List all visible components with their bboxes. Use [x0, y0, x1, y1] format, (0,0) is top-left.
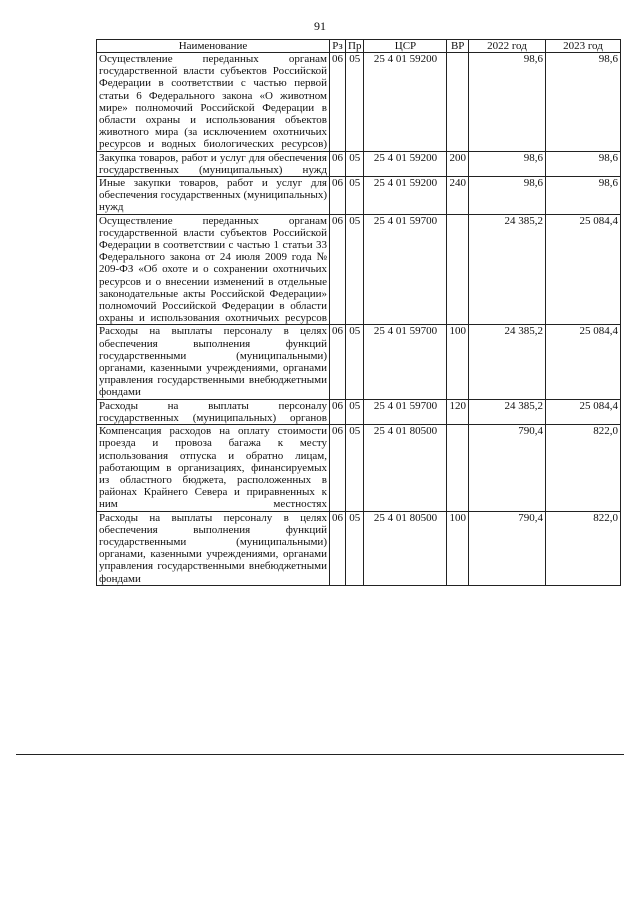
row-rz: 06 — [330, 325, 346, 399]
row-name: Иные закупки товаров, работ и услуг для обеспечения государственных (муниципальных) нужд — [97, 177, 330, 215]
row-vr — [447, 425, 469, 511]
row-vr — [447, 214, 469, 325]
header-row — [97, 40, 621, 53]
row-rz: 06 — [330, 425, 346, 511]
table-row — [97, 511, 621, 585]
row-2022: 24 385,2 — [468, 214, 545, 325]
budget-table — [96, 39, 621, 586]
header-vr: ВР — [447, 40, 469, 53]
header-2023: 2023 год — [545, 40, 620, 53]
header-pr: Пр — [346, 40, 364, 53]
page-number: 91 — [314, 19, 326, 33]
row-csr: 25 4 01 59700 — [364, 325, 447, 399]
row-pr: 05 — [346, 177, 364, 215]
row-vr: 120 — [447, 399, 469, 424]
row-2023: 25 084,4 — [545, 399, 620, 424]
row-name: Компенсация расходов на оплату стоимости проезда и провоза багажа к месту использования отпуска и обратно лицам, работающим в организациях, финансируемых из областного бюджета, расположенных в районах Крайнего Севера и приравненных к ним местностях — [97, 425, 330, 511]
row-2022: 98,6 — [468, 177, 545, 215]
header-rz: Рз — [330, 40, 346, 53]
header-name: Наименование — [97, 40, 330, 53]
row-rz: 06 — [330, 53, 346, 152]
row-2022: 98,6 — [468, 151, 545, 176]
row-pr: 05 — [346, 425, 364, 511]
row-vr: 100 — [447, 325, 469, 399]
row-2022: 24 385,2 — [468, 325, 545, 399]
row-2023: 98,6 — [545, 151, 620, 176]
table-row — [97, 151, 621, 176]
row-pr: 05 — [346, 399, 364, 424]
row-vr: 100 — [447, 511, 469, 585]
row-2022: 790,4 — [468, 511, 545, 585]
row-rz: 06 — [330, 214, 346, 325]
row-name: Расходы на выплаты персоналу государственных (муниципальных) органов — [97, 399, 330, 424]
row-pr: 05 — [346, 151, 364, 176]
row-csr: 25 4 01 59200 — [364, 151, 447, 176]
row-pr: 05 — [346, 325, 364, 399]
row-csr: 25 4 01 80500 — [364, 511, 447, 585]
row-rz: 06 — [330, 399, 346, 424]
row-2023: 98,6 — [545, 177, 620, 215]
row-vr: 240 — [447, 177, 469, 215]
row-pr: 05 — [346, 214, 364, 325]
row-pr: 05 — [346, 53, 364, 152]
row-pr: 05 — [346, 511, 364, 585]
table-row — [97, 425, 621, 511]
row-name: Осуществление переданных органам государственной власти субъектов Российской Федерации в соответствии с частью первой статьи 6 Федерального закона «О животном мире» полномочий Российской Федерации в области охраны и использования объектов животного мира (за исключением охотничьих ресурсов и водных биологических ресурсов) — [97, 53, 330, 152]
row-rz: 06 — [330, 151, 346, 176]
row-2022: 98,6 — [468, 53, 545, 152]
row-rz: 06 — [330, 177, 346, 215]
row-2023: 822,0 — [545, 425, 620, 511]
table-row — [97, 177, 621, 215]
row-2023: 25 084,4 — [545, 214, 620, 325]
header-2022: 2022 год — [468, 40, 545, 53]
footer-divider — [16, 754, 624, 755]
row-2023: 822,0 — [545, 511, 620, 585]
header-csr: ЦСР — [364, 40, 447, 53]
row-name: Расходы на выплаты персоналу в целях обеспечения выполнения функций государственными (муниципальными) органами, казенными учреждениями, органами управления государственными внебюджетными фондами — [97, 511, 330, 585]
table-row — [97, 325, 621, 399]
row-name: Осуществление переданных органам государственной власти субъектов Российской Федерации в соответствии с частью 1 статьи 33 Федерального закона от 24 июля 2009 года № 209-ФЗ «Об охоте и о сохранении охотничьих ресурсов и о внесении изменений в отдельные законодательные акты Российской Федерации» полномочий Российской Федерации в области охраны и использования охотничьих ресурсов — [97, 214, 330, 325]
row-rz: 06 — [330, 511, 346, 585]
row-2023: 25 084,4 — [545, 325, 620, 399]
row-csr: 25 4 01 80500 — [364, 425, 447, 511]
row-csr: 25 4 01 59700 — [364, 214, 447, 325]
table-row — [97, 53, 621, 152]
table-row — [97, 399, 621, 424]
row-name: Закупка товаров, работ и услуг для обеспечения государственных (муниципальных) нужд — [97, 151, 330, 176]
row-2022: 24 385,2 — [468, 399, 545, 424]
row-name: Расходы на выплаты персоналу в целях обеспечения выполнения функций государственными (муниципальными) органами, казенными учреждениями, органами управления государственными внебюджетными фондами — [97, 325, 330, 399]
row-csr: 25 4 01 59200 — [364, 53, 447, 152]
row-vr: 200 — [447, 151, 469, 176]
row-2022: 790,4 — [468, 425, 545, 511]
table-row — [97, 214, 621, 325]
row-csr: 25 4 01 59700 — [364, 399, 447, 424]
row-vr — [447, 53, 469, 152]
row-csr: 25 4 01 59200 — [364, 177, 447, 215]
row-2023: 98,6 — [545, 53, 620, 152]
